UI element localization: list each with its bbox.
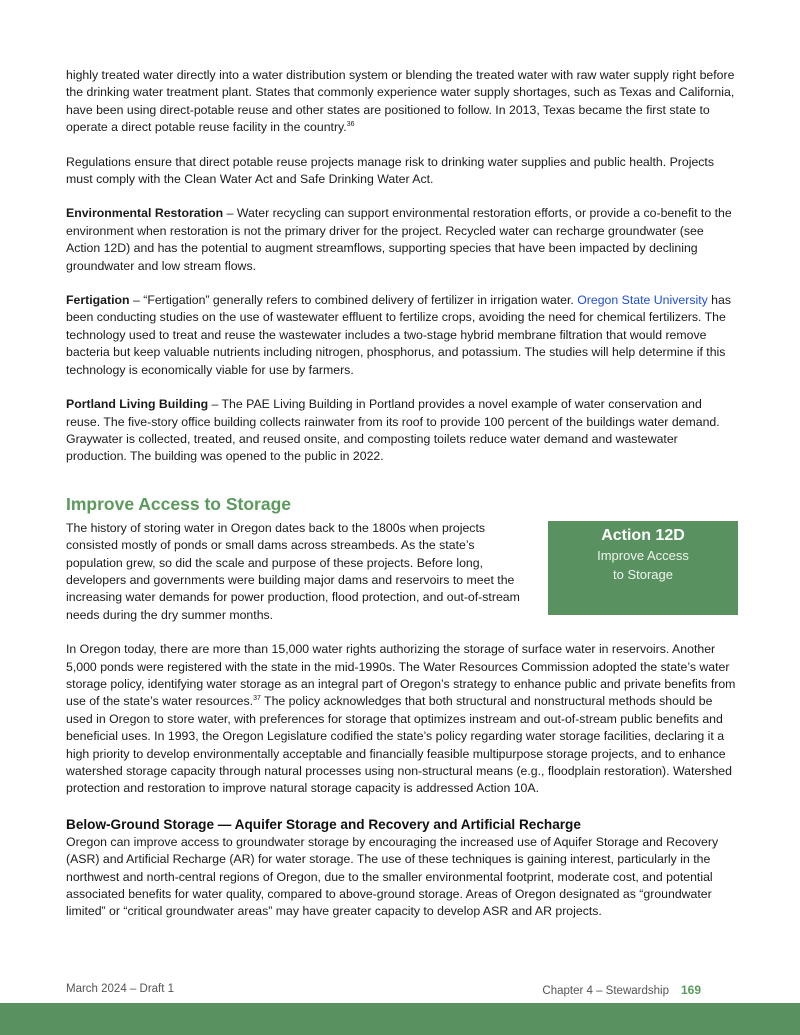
below-ground-storage-heading: Below-Ground Storage — Aquifer Storage and Recovery and Artificial Recharge xyxy=(66,816,581,832)
footer-date: March 2024 – Draft 1 xyxy=(66,983,175,995)
storage-today-paragraph: In Oregon today, there are more than 15,000 water rights authorizing the storage of surface water in reservoirs. Another 5,000 ponds were registered with the state in the mid-1990s. The Water Resources Commission adopted the state’s water storage policy, identifying water storage as an integral part of Oregon’s strategy to enhance public and private benefits from use of the state’s water resources.$^{37}$ The policy acknowledges that both structural and nonstructural methods should be used in Oregon to store water, with preferences for storage that optimizes instream and out-of-stream public benefits and beneficial uses. In 1993, the Oregon Legislature codified the state’s policy regarding water storage facilities, declaring it a high priority to develop environmentally acceptable and financially feasible multipurpose storage projects, and to enhance watershed storage capacity through natural processes using non-structural means (e.g., floodplain restoration). Watershed protection and restoration to improve natural storage capacity is addressed Action 10A. xyxy=(66,642,736,796)
footer-chapter: Chapter 4 – Stewardship 169 xyxy=(542,983,701,997)
footnote-37[interactable]: 37 xyxy=(253,695,261,703)
oregon-state-university-link[interactable]: Oregon State University xyxy=(577,293,708,308)
action-12d-line2: to Storage xyxy=(613,566,673,582)
portland-living-building-paragraph: Portland Living Building – The PAE Living Building in Portland provides a novel example of water conservation and reuse. The five-story office building collects rainwater from its roof to provide 100 percent of the buildings water demand. Graywater is collected, treated, and reused onsite, and composting toilets reduce water demand and wastewater production. The building was opened to the public in 2022. xyxy=(66,397,720,464)
portland-living-building-title: Portland Living Building xyxy=(66,397,209,412)
page-number: 169 xyxy=(680,983,701,997)
environmental-restoration-paragraph: Environmental Restoration – Water recycling can support environmental restoration efforts, or provide a co-benefit to the environment when restoration is not the primary driver for the project. Recycled water can recharge groundwater (see Action 12D) and has the potential to augment streamflows, supporting species that have been impacted by declining groundwater and low stream flows. xyxy=(66,206,732,273)
regulations-paragraph: Regulations ensure that direct potable reuse projects manage risk to drinking water supplies and public health. Projects must comply with the Clean Water Act and Safe Drinking Water Act. xyxy=(66,154,715,187)
environmental-restoration-title: Environmental Restoration xyxy=(66,206,224,221)
footer-bar xyxy=(0,1003,800,1035)
footnote-36[interactable]: 36 xyxy=(346,121,355,129)
improve-access-heading: Improve Access to Storage xyxy=(66,493,291,514)
action-12d-line1: Improve Access xyxy=(597,547,689,563)
action-12d-callout xyxy=(548,521,738,615)
action-12d-title: Action 12D xyxy=(601,526,685,544)
storage-history-paragraph: The history of storing water in Oregon dates back to the 1800s when projects consisted mostly of ponds or small dams across streambeds. As the state’s population grew, so did the scale and purpose of these projects. Before long, developers and governments were building major dams and reservoirs to meet the increasing water demands for power production, flood protection, and out-of-stream needs during the dry summer months. xyxy=(66,520,520,622)
fertigation-title: Fertigation xyxy=(66,293,130,308)
intro-paragraph: highly treated water directly into a water distribution system or blending the treated water with raw water supply right before the drinking water treatment plant. States that commonly experience water supply shortages, such as Texas and California, have been using direct-potable reuse and other states are positioned to follow. In 2013, Texas became the first state to operate a direct potable reuse facility in the country.$^{36}$ xyxy=(66,68,735,135)
fertigation-paragraph: Fertigation – “Fertigation” generally refers to combined delivery of fertilizer in irrigation water. Oregon State University has been conducting studies on the use of wastewater effluent to fertilize crops, avoiding the need for chemical fertilizers. The technology used to treat and reuse the wastewater includes a two-stage hybrid membrane filtration that would remove bacteria but keep valuable nutrients including nitrogen, phosphorus, and potassium. The studies will help determine if this technology is economically viable for use by farmers. xyxy=(66,293,732,377)
page-content xyxy=(66,67,738,921)
below-ground-storage-paragraph: Oregon can improve access to groundwater storage by encouraging the increased use of Aquifer Storage and Recovery (ASR) and Artificial Recharge (AR) for water storage. The use of these techniques is gaining interest, particularly in the northwest and north-central regions of Oregon, due to the smaller environmental footprint, moderate cost, and potential associated benefits for water quality, compared to above-ground storage. Areas of Oregon designated as “groundwater limited” or “critical groundwater areas” may have greater capacity to develop ASR and AR projects. xyxy=(66,834,719,919)
